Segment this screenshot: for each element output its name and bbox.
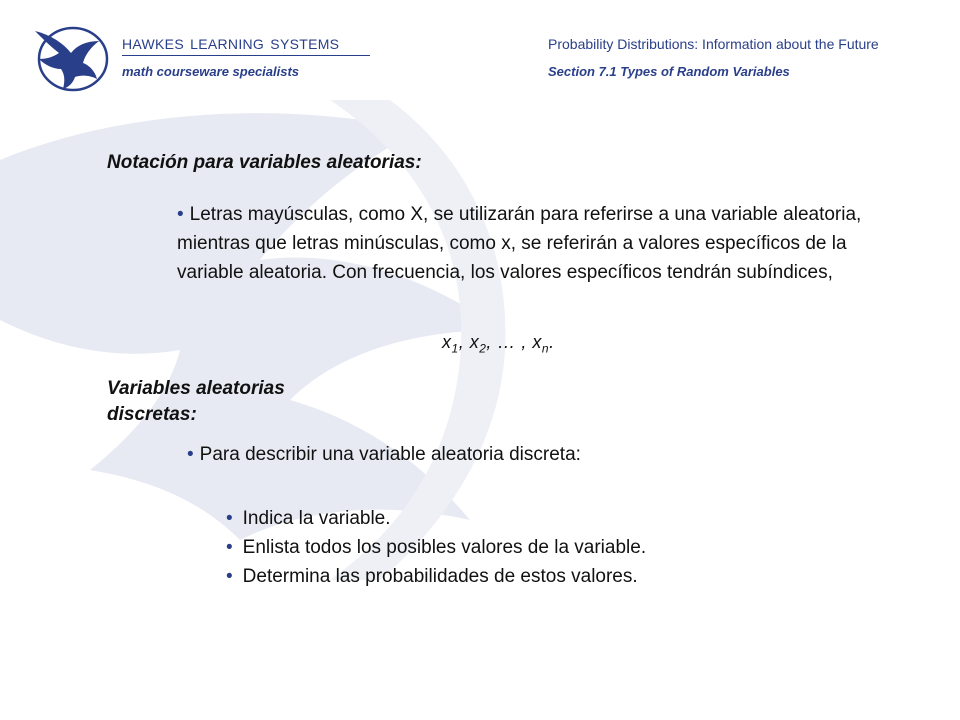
brand-tagline: math courseware specialists: [122, 64, 300, 79]
heading-discrete: Variables aleatorias discretas:: [107, 378, 285, 425]
step-text: Indica la variable.: [242, 508, 391, 529]
bullet-dot-icon: •: [226, 508, 233, 529]
notation-paragraph: [177, 200, 877, 287]
notation-text: Letras mayúsculas, como X, se utilizarán para referirse a una variable aleatoria, mientras que letras minúsculas, como x, se referirán a valores específicos de la variable aleatoria. Con frecuencia, los valores específicos tendrán subíndices,: [177, 204, 862, 283]
period: .: [549, 332, 555, 352]
x1-sub: 1: [451, 341, 459, 356]
x1-base: x: [442, 332, 452, 352]
bullet-dot-icon: •: [187, 444, 194, 465]
subscript-example: [442, 332, 555, 356]
bullet-dot-icon: •: [226, 537, 233, 558]
step-text: Determina las probabilidades de estos valores.: [242, 566, 638, 587]
discrete-intro-text: Para describir una variable aleatoria discreta:: [199, 444, 581, 465]
list-item: [226, 533, 646, 562]
list-item: [226, 562, 646, 591]
step-text: Enlista todos los posibles valores de la variable.: [242, 537, 647, 558]
x2-sub: 2: [479, 341, 487, 356]
bullet-dot-icon: •: [226, 566, 233, 587]
separator-1: ,: [458, 332, 470, 352]
xn-base: x: [532, 332, 542, 352]
brand-name: HAWKES LEARNING SYSTEMS: [122, 36, 340, 52]
xn-sub: n: [541, 341, 550, 356]
heading-notation: Notación para variables aleatorias:: [107, 152, 422, 173]
eagle-logo-icon: [33, 25, 109, 93]
steps-list: [226, 504, 646, 591]
ellipsis: , … ,: [486, 332, 533, 352]
brand-divider: [122, 55, 370, 56]
section-title: Section 7.1 Types of Random Variables: [548, 64, 790, 79]
discrete-intro: [187, 440, 607, 469]
chapter-title: Probability Distributions: Information about the Future: [548, 36, 879, 52]
bullet-dot-icon: •: [177, 204, 184, 225]
x2-base: x: [469, 332, 480, 352]
list-item: [226, 504, 646, 533]
